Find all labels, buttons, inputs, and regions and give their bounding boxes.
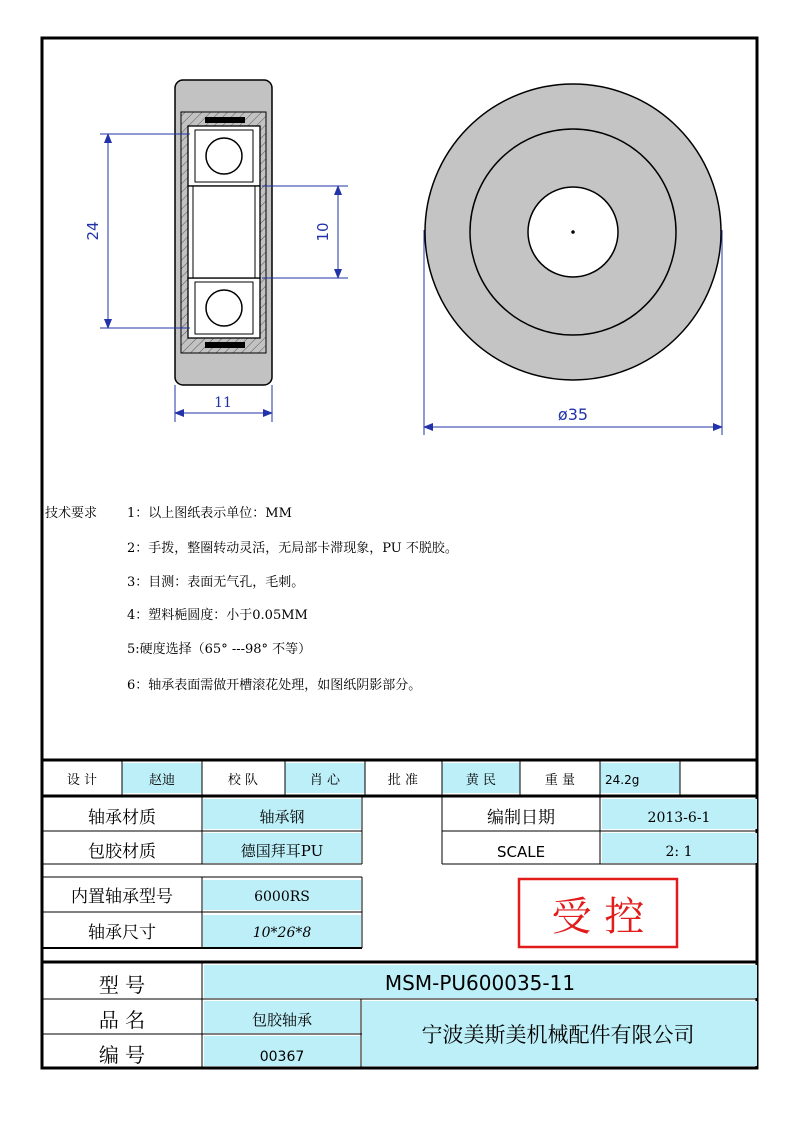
bearing-size-label: 轴承尺寸 [88, 923, 156, 943]
approve-value: 黄 民 [465, 773, 497, 788]
ball-bottom [206, 290, 242, 326]
name-value: 包胶轴承 [251, 1011, 313, 1029]
model-label: 型 号 [98, 973, 146, 997]
note-2: 2：手拨，整圈转动灵活，无局部卡滞现象，PU 不脱胶。 [127, 541, 458, 556]
weight-label: 重 量 [544, 773, 576, 788]
dim-outer-height: 24 [84, 221, 102, 241]
scale-value: 2: 1 [665, 844, 693, 860]
controlled-stamp: 受 控 [551, 894, 645, 940]
ball-top [206, 138, 242, 174]
bore [188, 186, 260, 278]
name-label: 品 名 [98, 1008, 146, 1032]
note-4: 4：塑料梔圆度：小于0.05MM [127, 608, 308, 623]
note-6: 6：轴承表面需做开槽滚花处理，如图纸阴影部分。 [127, 678, 422, 693]
date-label: 编制日期 [487, 808, 555, 828]
bearing-material-value: 轴承钢 [259, 808, 305, 826]
outer-race-top [205, 117, 245, 123]
dim-bore: 10 [314, 222, 332, 242]
note-3: 3：目测：表面无气孔，毛刺。 [127, 575, 305, 590]
dim-width: 11 [214, 395, 232, 411]
number-value: 00367 [259, 1049, 305, 1065]
bearing-size-value: 10*26*8 [252, 925, 312, 941]
design-value: 赵迪 [148, 773, 176, 788]
note-1: 1：以上图纸表示单位：MM [127, 506, 292, 521]
dim-diameter: ø35 [557, 405, 589, 424]
design-label: 设 计 [66, 773, 98, 788]
model-value: MSM-PU600035-11 [384, 971, 576, 995]
notes-heading: 技术要求 [45, 506, 98, 521]
coating-material-value: 德国拜耳PU [240, 842, 324, 860]
inner-bearing-value: 6000RS [254, 889, 310, 905]
outer-race-bottom [205, 342, 245, 348]
bearing-material-label: 轴承材质 [88, 808, 156, 828]
note-5: 5:硬度选择（65° ---98° 不等） [127, 642, 312, 657]
number-label: 编 号 [98, 1043, 146, 1067]
date-value: 2013-6-1 [647, 810, 711, 826]
check-label: 校 队 [227, 773, 259, 788]
weight-value: 24.2g [605, 773, 640, 787]
approve-label: 批 准 [387, 773, 419, 788]
title-block [42, 760, 757, 1068]
section-view [175, 80, 272, 385]
front-view [425, 84, 721, 380]
check-value: 肖 心 [309, 773, 341, 788]
scale-label: SCALE [496, 843, 546, 861]
inner-bearing-label: 内置轴承型号 [71, 887, 173, 907]
company-name: 宁波美斯美机械配件有限公司 [421, 1023, 695, 1047]
coating-material-label: 包胶材质 [88, 842, 156, 862]
